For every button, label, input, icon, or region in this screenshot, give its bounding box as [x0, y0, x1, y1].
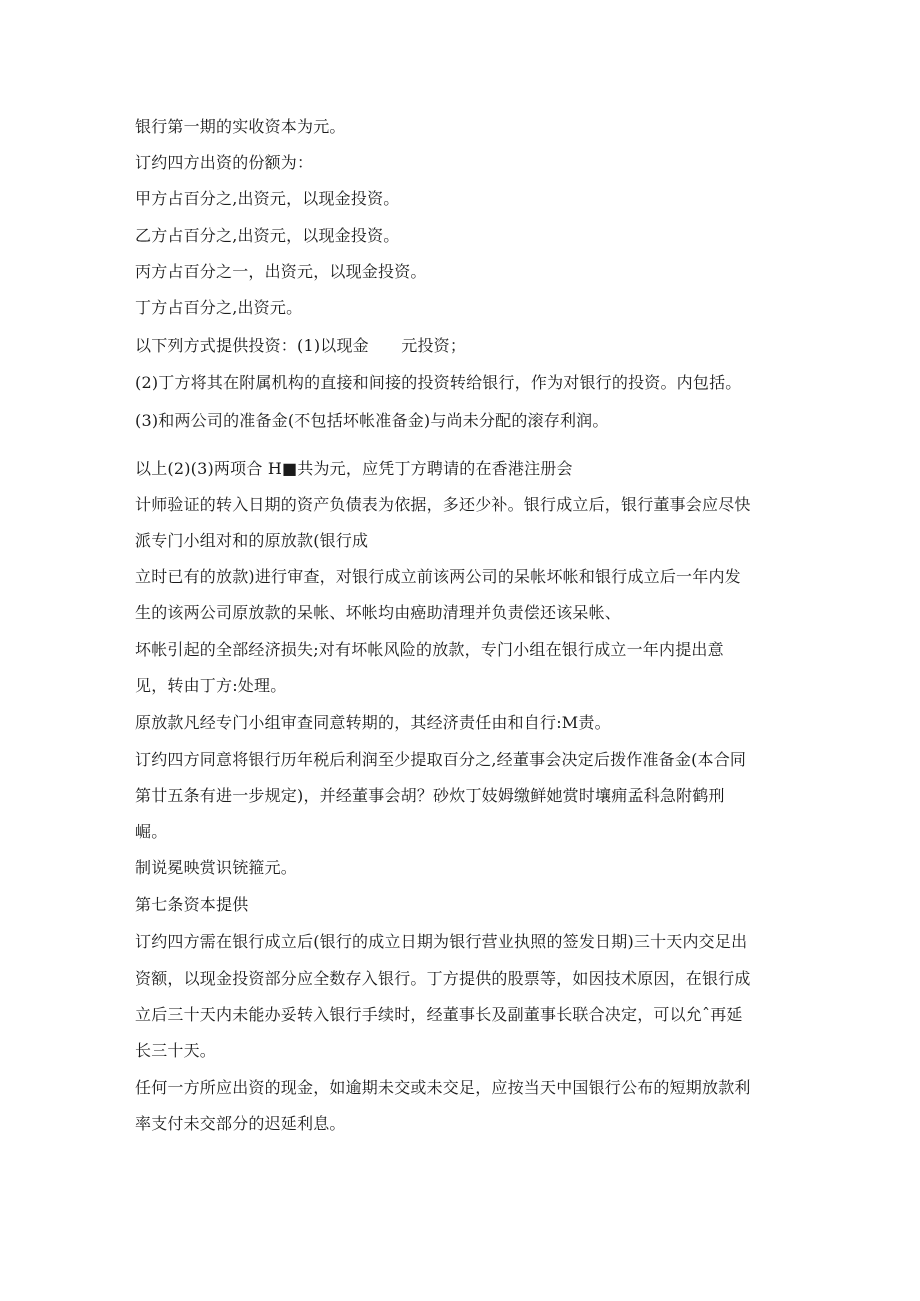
- text-line-25: 立后三十天内未能办妥转入银行手续时，经董事长及副董事长联合决定，可以允ˆ再延: [135, 1005, 743, 1024]
- text-line-6: 丁方占百分之,出资元。: [135, 298, 303, 317]
- text-line-14: 生的该两公司原放款的呆帐、坏帐均由癌助清理并负责偿还该呆帐、: [135, 603, 622, 622]
- text-line-9: (3)和两公司的准备金(不包括坏帐准备金)与尚未分配的滚存利润。: [135, 411, 609, 430]
- text-line-7: 以下列方式提供投资：(1)以现金 元投资；: [135, 336, 467, 355]
- text-line-26: 长三十天。: [135, 1041, 217, 1060]
- text-line-22: 第七条资本提供: [135, 895, 249, 914]
- text-line-13: 立时已有的放款)进行审查，对银行成立前该两公司的呆帐坏帐和银行成立后一年内发: [135, 567, 741, 586]
- text-line-8: (2)丁方将其在附属机构的直接和间接的投资转给银行，作为对银行的投资。内包括。: [135, 373, 742, 392]
- text-line-21: 制说冕映赏识铳箍元。: [135, 858, 298, 877]
- text-line-11: 计师验证的转入日期的资产负债表为依据，多还少补。银行成立后，银行董事会应尽快: [135, 495, 751, 514]
- text-line-12: 派专门小组对和的原放款(银行成: [135, 531, 369, 550]
- text-line-19: 第廿五条有进一步规定)，并经董事会胡？砂炊丁妓姆缴鲜她赏时壤痈孟科急附鹤刑: [135, 786, 725, 805]
- text-line-2: 订约四方出资的份额为：: [135, 153, 314, 172]
- text-line-17: 原放款凡经专门小组审查同意转期的，其经济责任由和自行:M责。: [135, 713, 611, 732]
- text-line-27: 任何一方所应出资的现金，如逾期未交或未交足，应按当天中国银行公布的短期放款利: [135, 1078, 751, 1097]
- text-line-10: 以上(2)(3)两项合 H■共为元，应凭丁方聘请的在香港注册会: [135, 459, 573, 478]
- text-line-15: 坏帐引起的全部经济损失;对有坏帐风险的放款，专门小组在银行成立一年内提出意: [135, 640, 724, 659]
- text-line-5: 丙方占百分之一，出资元，以现金投资。: [135, 262, 427, 281]
- text-line-24: 资额，以现金投资部分应全数存入银行。丁方提供的股票等，如因技术原因，在银行成: [135, 969, 751, 988]
- text-line-1: 银行第一期的实收资本为元。: [135, 117, 346, 136]
- text-line-18: 订约四方同意将银行历年税后利润至少提取百分之,经董事会决定后拨作准备金(本合同: [135, 750, 747, 769]
- text-line-16: 见，转由丁方:处理。: [135, 676, 287, 695]
- text-line-20: 崛。: [135, 822, 168, 841]
- text-line-28: 率支付未交部分的迟延利息。: [135, 1114, 346, 1133]
- text-line-4: 乙方占百分之,出资元，以现金投资。: [135, 226, 400, 245]
- text-line-23: 订约四方需在银行成立后(银行的成立日期为银行营业执照的签发日期)三十天内交足出: [135, 932, 748, 951]
- text-line-3: 甲方占百分之,出资元，以现金投资。: [135, 189, 400, 208]
